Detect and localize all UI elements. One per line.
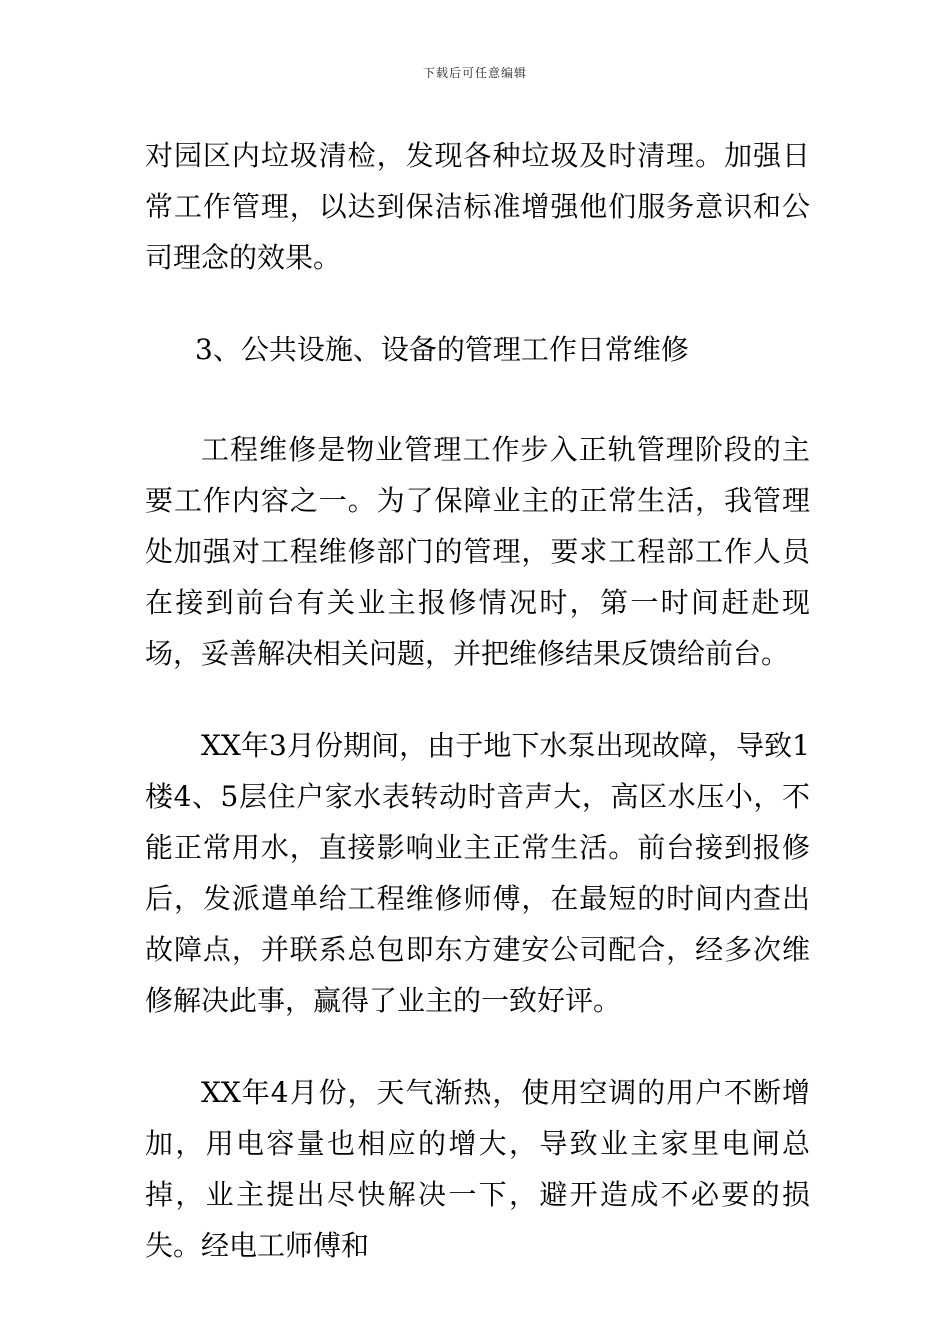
section-heading-facilities: 3、公共设施、设备的管理工作日常维修 [195,333,689,366]
page-header-note: 下载后可任意编辑 [422,66,527,80]
paragraph-engineering-maintenance: 工程维修是物业管理工作步入正轨管理阶段的主要工作内容之一。为了保障业主的正常生活，我管理处加强对工程维修部门的管理，要求工程部工作人员在接到前台有关业主报修情况时，第一时间赶赴现场，妥善解决相关问题，并把维修结果反馈给前台。 [145,433,810,670]
paragraph-april-electricity: XX年4月份，天气渐热，使用空调的用户不断增加，用电容量也相应的增大，导致业主家里电闸总掉，业主提出尽快解决一下，避开造成不必要的损失。经电工师傅和 [145,1076,810,1262]
paragraph-cleaning: 对园区内垃圾清检，发现各种垃圾及时清理。加强日常工作管理，以达到保洁标准增强他们服务意识和公司理念的效果。 [145,139,810,274]
paragraph-march-water-pump: XX年3月份期间，由于地下水泵出现故障，导致1楼4、5层住户家水表转动时音声大，高区水压小，不能正常用水，直接影响业主正常生活。前台接到报修后，发派遣单给工程维修师傅，在最短的时间内查出故障点，并联系总包即东方建安公司配合，经多次维修解决此事，赢得了业主的一致好评。 [145,729,810,1017]
